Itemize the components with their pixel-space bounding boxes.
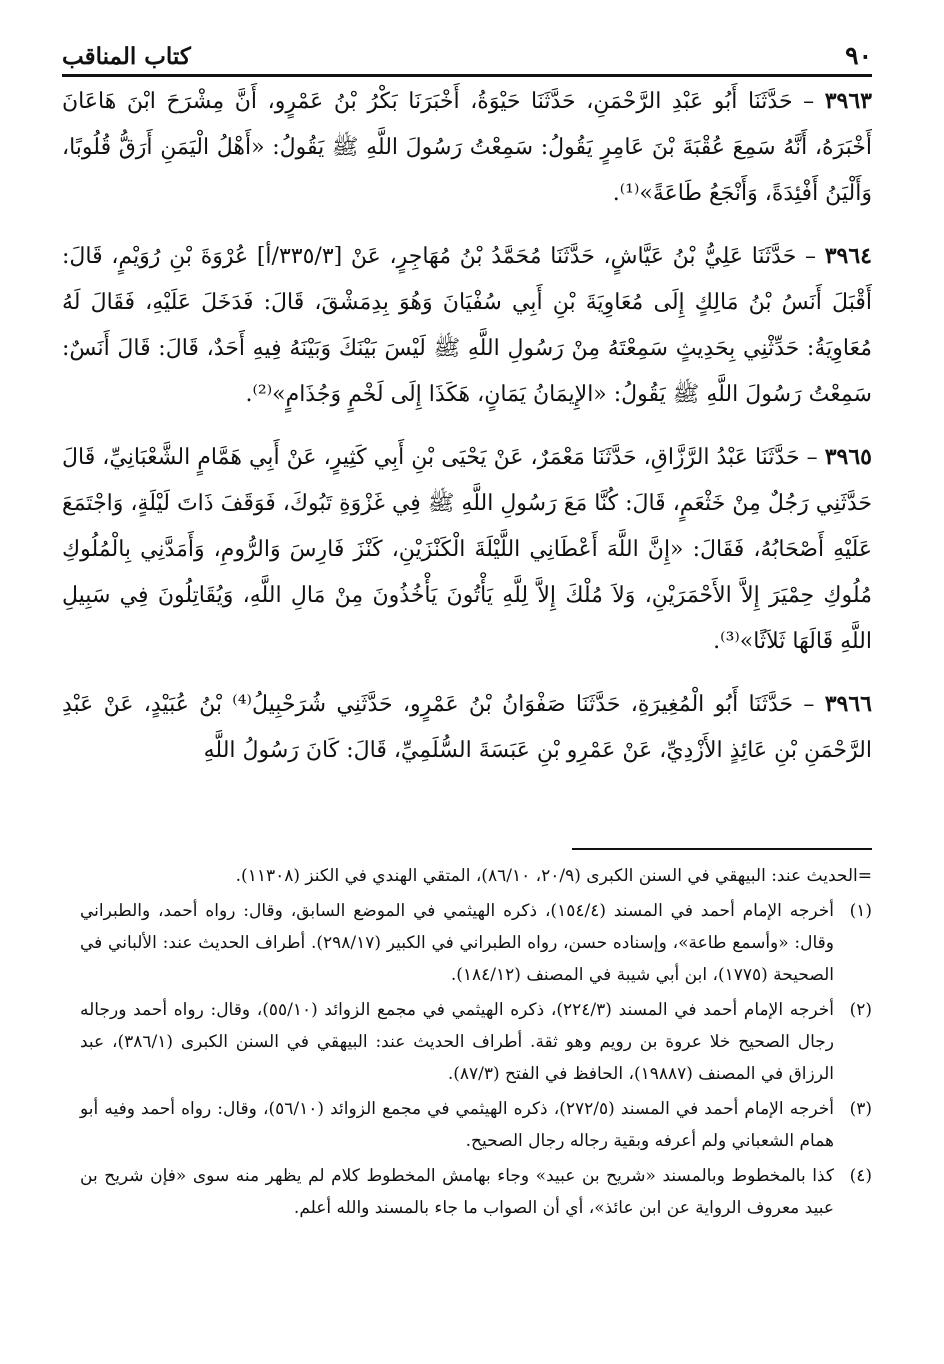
hadith-paragraph: [62, 78, 872, 217]
hadith-paragraph: [62, 681, 872, 774]
footnote-text: أخرجه الإمام أحمد في المسند (١٥٤/٤)، ذكره الهيثمي في الموضع السابق، وقال: رواه أحمد، والطبراني وقال: «وأسمع طاعة»، وإسناده حسن، رواه الطبراني في الكبير (٢٩٨/١٧). أطراف الحديث عند: الألباني في الصحيحة (١٧٧٥)، ابن أبي شيبة في المصنف (١٨٤/١٢).: [80, 901, 834, 985]
footnote-divider: [572, 848, 872, 850]
main-text: [62, 78, 872, 790]
footnote-text: أخرجه الإمام أحمد في المسند (٢٧٢/٥)، ذكره الهيثمي في مجمع الزوائد (٥٦/١٠)، وقال: رواه أحمد وفيه أبو همام الشعباني ولم أعرفه وبقية رجاله رجال الصحيح.: [80, 1099, 834, 1151]
hadith-number: ٣٩٦٥: [824, 444, 872, 470]
running-title: كتاب المناقب: [62, 43, 191, 70]
hadith-paragraph: [62, 233, 872, 418]
footnote-marker: (٤): [849, 1166, 872, 1186]
footnote: [80, 994, 872, 1090]
footnote-continuation: =الحديث عند: البيهقي في السنن الكبرى (٢٠/٩، ٨٦/١٠)، المتقي الهندي في الكنز (١١٣٠٨).: [235, 866, 872, 886]
hadith-number: ٣٩٦٣: [824, 88, 872, 114]
footnote: [80, 1093, 872, 1157]
footnote-marker: (٢): [849, 1000, 872, 1020]
hadith-paragraph: [62, 434, 872, 665]
hadith-number: ٣٩٦٤: [824, 243, 872, 269]
hadith-text: – حَدَّثَنَا أَبُو عَبْدِ الرَّحْمَنِ، حَدَّثَنَا حَيْوَةُ، أَخْبَرَنَا بَكْرُ بْنُ عَمْرٍو، أَنَّ مِشْرَحَ ابْنَ هَاعَانَ أَخْبَرَهُ، أَنَّهُ سَمِعَ عُقْبَةَ بْنَ عَامِرٍ يَقُولُ: سَمِعْتُ رَسُولَ اللَّهِ ﷺ يَقُولُ: «أَهْلُ الْيَمَنِ أَرَقُّ قُلُوبًا، وَأَلْيَنُ أَفْئِدَةً، وَأَنْجَعُ طَاعَةً»⁽¹⁾.: [62, 89, 872, 206]
page-number: ٩٠: [845, 41, 872, 70]
hadith-number: ٣٩٦٦: [824, 691, 872, 717]
page-header: [62, 30, 872, 77]
footnote-text: كذا بالمخطوط وبالمسند «شريح بن عبيد» وجاء بهامش المخطوط كلام لم يظهر منه سوى «فإن شريح بن عبيد معروف الرواية عن ابن عائذ»، أي أن الصواب ما جاء بالمسند والله أعلم.: [80, 1166, 834, 1218]
footnote: [80, 895, 872, 991]
footnote: [80, 1160, 872, 1224]
footnote-text: أخرجه الإمام أحمد في المسند (٢٢٤/٣)، ذكره الهيثمي في مجمع الزوائد (٥٥/١٠)، وقال: رواه أحمد ورجاله رجال الصحيح خلا عروة بن رويم وهو ثقة. أطراف الحديث عند: البيهقي في السنن الكبرى (٣٨٦/١)، عبد الرزاق في المصنف (١٩٨٨٧)، الحافظ في الفتح (٨٧/٣).: [80, 1000, 834, 1084]
footnote-marker: (١): [849, 901, 872, 921]
hadith-text: – حَدَّثَنَا عَلِيُّ بْنُ عَيَّاشٍ، حَدَّثَنَا مُحَمَّدُ بْنُ مُهَاجِرٍ، عَنْ [٣٣٥/٣/أ] عُرْوَةَ بْنِ رُوَيْمٍ، قَالَ: أَقْبَلَ أَنَسُ بْنُ مَالِكٍ إِلَى مُعَاوِيَةَ بْنِ أَبِي سُفْيَانَ وَهُوَ بِدِمَشْقَ، قَالَ: فَدَخَلَ عَلَيْهِ، فَقَالَ لَهُ مُعَاوِيَةُ: حَدِّثْنِي بِحَدِيثٍ سَمِعْتَهُ مِنْ رَسُولِ اللَّهِ ﷺ لَيْسَ بَيْنَكَ وَبَيْنَهُ فِيهِ أَحَدٌ، قَالَ: قَالَ أَنَسٌ: سَمِعْتُ رَسُولَ اللَّهِ ﷺ يَقُولُ: «الإِيمَانُ يَمَانٍ، هَكَذَا إِلَى لَخْمٍ وَجُذَامٍ»⁽²⁾.: [62, 244, 872, 407]
footnotes: [80, 860, 872, 1227]
footnote-marker: (٣): [849, 1099, 872, 1119]
hadith-text: – حَدَّثَنَا عَبْدُ الرَّزَّاقِ، حَدَّثَنَا مَعْمَرٌ، عَنْ يَحْيَى بْنِ أَبِي كَثِيرٍ، عَنْ أَبِي هَمَّامٍ الشَّعْبَانِيِّ، قَالَ حَدَّثَنِي رَجُلٌ مِنْ خَثْعَمٍ، قَالَ: كُنَّا مَعَ رَسُولِ اللَّهِ ﷺ فِي غَزْوَةِ تَبُوكَ، فَوَقَفَ ذَاتَ لَيْلَةٍ، وَاجْتَمَعَ عَلَيْهِ أَصْحَابُهُ، فَقَالَ: «إِنَّ اللَّهَ أَعْطَانِي اللَّيْلَةَ الْكَنْزَيْنِ، كَنْزَ فَارِسَ وَالرُّومِ، وَأَمَدَّنِي بِالْمُلُوكِ مُلُوكِ حِمْيَرَ إِلاَّ الأَحْمَرَيْنِ، وَلاَ مُلْكَ إِلاَّ لِلَّهِ يَأْتُونَ يَأْخُذُونَ مِنْ مَالِ اللَّهِ، وَيُقَاتِلُونَ فِي سَبِيلِ اللَّهِ قَالَهَا ثَلاَثًا»⁽³⁾.: [62, 445, 872, 654]
hadith-text: – حَدَّثَنَا أَبُو الْمُغِيرَةِ، حَدَّثَنَا صَفْوَانُ بْنُ عَمْرٍو، حَدَّثَنِي شُرَحْبِيلُ⁽⁴⁾ بْنُ عُبَيْدٍ، عَنْ عَبْدِ الرَّحْمَنِ بْنِ عَائِذٍ الأَزْدِيِّ، عَنْ عَمْرِو بْنِ عَبَسَةَ السُّلَمِيِّ، قَالَ: كَانَ رَسُولُ اللَّهِ: [62, 692, 872, 763]
